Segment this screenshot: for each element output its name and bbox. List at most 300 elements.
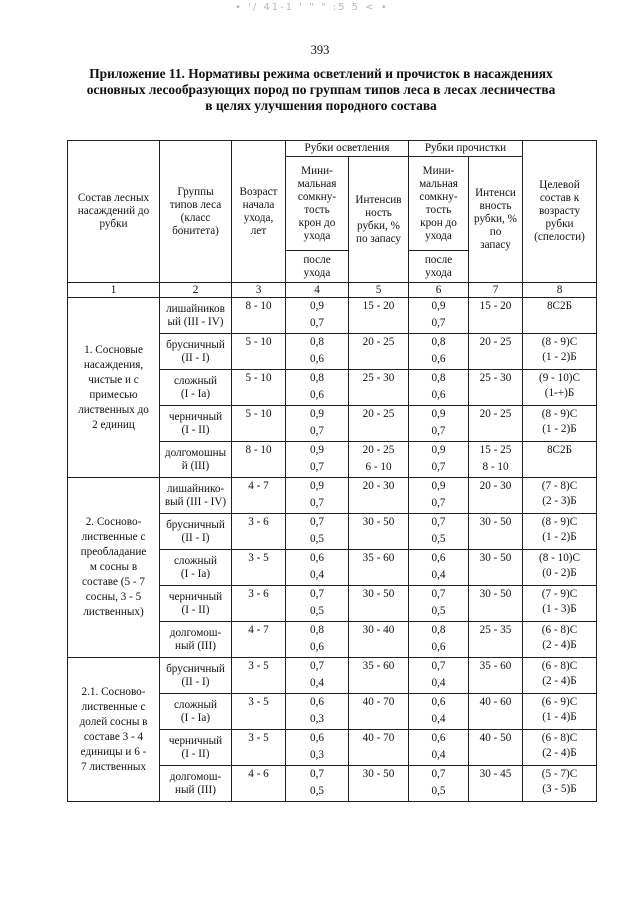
target-composition [523,730,597,766]
intensity-value: 25 - 35 [479,624,512,636]
start-age [232,334,286,370]
target-composition [523,622,597,658]
target-value: (6 - 8)С [541,624,578,636]
start-age [232,478,286,514]
density-value: 0,7 [431,497,446,509]
group-label [68,298,160,478]
column-number: 4 [286,283,349,298]
start-age [232,622,286,658]
forest-type [160,694,232,730]
start-age-value: 8 - 10 [245,444,272,456]
header-intensity: Интенси вность рубки, % по запасу [469,157,523,283]
group-label-line: лиственных) [83,606,144,618]
min-density [409,622,469,658]
intensity-value: 20 - 25 [479,408,512,420]
group-label [68,478,160,658]
target-value: (7 - 8)С [541,480,578,492]
start-age-value: 8 - 10 [245,300,272,312]
density-value: 0,8 [431,336,446,348]
density-value: 0,5 [310,533,324,545]
start-age [232,694,286,730]
target-value: (2 - 3)Б [542,495,577,507]
intensity-value: 20 - 25 [362,336,395,348]
target-value: (1-+)Б [544,387,575,399]
density-value: 0,7 [310,317,324,329]
density-value: 0,7 [310,768,324,780]
column-number: 2 [160,283,232,298]
start-age [232,658,286,694]
min-density [409,730,469,766]
intensity-value: 40 - 70 [362,696,395,708]
density-value: 0,7 [431,768,446,780]
forest-type-line: (I - Ia) [180,567,211,580]
column-number: 6 [409,283,469,298]
min-density [286,766,349,802]
intensity-value: 35 - 60 [362,552,395,564]
forest-type-line: й (III) [181,459,210,472]
intensity [469,478,523,514]
group-label-line: преобладание [80,546,147,558]
start-age [232,370,286,406]
min-density [286,370,349,406]
start-age-value: 3 - 5 [248,696,269,708]
density-value: 0,4 [431,677,446,689]
start-age [232,730,286,766]
column-number: 5 [349,283,409,298]
target-composition [523,334,597,370]
intensity [469,766,523,802]
density-value: 0,6 [310,732,324,744]
forest-type-line: лишайнико- [166,482,225,495]
header-min-density: Мини- мальная сомкну- тость крон до ухода [286,157,349,251]
min-density [286,730,349,766]
intensity-value: 20 - 30 [479,480,512,492]
intensity [349,550,409,586]
start-age [232,766,286,802]
intensity-value: 20 - 25 [362,444,395,456]
intensity [469,730,523,766]
forest-type-line: черничный [168,590,223,603]
start-age-value: 5 - 10 [245,408,272,420]
min-density [409,442,469,478]
intensity [349,658,409,694]
min-density [286,298,349,334]
target-value: (6 - 8)С [541,732,578,744]
density-value: 0,4 [431,713,446,725]
start-age [232,442,286,478]
density-value: 0,6 [310,389,324,401]
forest-type [160,514,232,550]
intensity [469,298,523,334]
intensity [349,766,409,802]
column-number: 8 [523,283,597,298]
density-value: 0,4 [431,569,446,581]
intensity-value: 30 - 50 [479,588,512,600]
target-composition [523,694,597,730]
intensity-value: 20 - 25 [479,336,512,348]
target-value: (2 - 4)Б [542,747,577,759]
density-value: 0,9 [431,444,446,456]
target-composition [523,478,597,514]
target-value: 8С2Б [546,444,573,456]
start-age-value: 3 - 5 [248,552,269,564]
group-label-line: насаждения, [83,358,144,371]
header-min-density: Мини- мальная сомкну- тость крон до ухода [409,157,469,251]
forest-type-line: долгомошны [164,446,227,459]
start-age-value: 3 - 6 [248,588,269,600]
start-age-value: 4 - 7 [248,624,269,636]
intensity-value: 40 - 50 [479,732,512,744]
start-age-value: 4 - 7 [248,480,269,492]
start-age [232,514,286,550]
density-value: 0,5 [310,605,324,617]
target-composition [523,514,597,550]
density-value: 0,4 [310,677,324,689]
group-label-line: 2. Сосново- [85,516,142,528]
header-thinning-group: Рубки осветления [286,141,409,157]
intensity [349,334,409,370]
intensity [469,406,523,442]
page-number: 393 [310,43,330,57]
intensity-value: 15 - 25 [479,444,512,456]
min-density [286,622,349,658]
density-value: 0,6 [431,353,446,365]
start-age [232,550,286,586]
density-value: 0,5 [431,785,446,797]
density-value: 0,9 [310,480,324,492]
min-density [286,514,349,550]
group-label-line: 2 единиц [92,418,135,431]
forest-type-line: (II - I) [181,675,210,688]
forest-type-line: черничный [168,734,223,747]
column-number: 1 [68,283,160,298]
header-cleaning-group: Рубки прочистки [409,141,523,157]
intensity-value: 40 - 70 [362,732,395,744]
intensity-value: 6 - 10 [365,461,392,473]
min-density [286,406,349,442]
header-target-composition: Целевой состав к возрасту рубки (спелости) [523,141,597,283]
intensity [349,406,409,442]
intensity-value: 30 - 40 [362,624,395,636]
title-line: основных лесообразующих пород по группам типов леса в лесах лесничества [86,82,556,97]
intensity [349,514,409,550]
intensity [469,442,523,478]
density-value: 0,7 [431,425,446,437]
intensity-value: 40 - 60 [479,696,512,708]
forest-type [160,478,232,514]
intensity-value: 30 - 50 [479,516,512,528]
group-label-line: единицы и 6 - [80,745,147,758]
density-value: 0,7 [310,516,324,528]
forest-type-line: брусничный [166,338,225,351]
forest-type [160,406,232,442]
intensity [469,694,523,730]
start-age [232,586,286,622]
density-value: 0,7 [431,317,446,329]
intensity-value: 8 - 10 [482,461,509,473]
density-value: 0,5 [431,605,446,617]
density-value: 0,7 [431,588,446,600]
intensity [349,730,409,766]
forest-type [160,586,232,622]
density-value: 0,8 [431,624,446,636]
intensity-value: 30 - 45 [479,768,512,780]
density-value: 0,4 [431,749,446,761]
min-density [286,334,349,370]
target-value: (8 - 9)С [541,336,578,348]
density-value: 0,8 [310,336,324,348]
intensity [349,442,409,478]
start-age-value: 3 - 5 [248,660,269,672]
min-density [409,478,469,514]
density-value: 0,4 [310,569,324,581]
target-composition [523,586,597,622]
density-value: 0,9 [310,408,324,420]
group-label-line: 7 лиственных [80,760,147,773]
density-value: 0,8 [310,624,324,636]
column-number: 7 [469,283,523,298]
start-age [232,298,286,334]
header-composition: Состав лесных насаждений до рубки [68,141,160,283]
intensity [349,622,409,658]
density-value: 0,6 [431,696,446,708]
intensity-value: 20 - 30 [362,480,395,492]
group-label-line: составе (5 - 7 [81,576,145,588]
density-value: 0,7 [431,461,446,473]
title-line: Приложение 11. Нормативы режима осветлений и прочисток в насаждениях [89,66,553,81]
intensity-value: 30 - 50 [479,552,512,564]
start-age-value: 5 - 10 [245,372,272,384]
forest-type-line: (I - II) [181,603,210,616]
page-title [64,66,578,114]
norms-table [67,140,597,802]
min-density [286,550,349,586]
group-label-line: лиственных до [78,403,149,416]
density-value: 0,9 [431,300,446,312]
intensity-value: 35 - 60 [362,660,395,672]
table-row [68,298,597,334]
target-value: (6 - 8)С [541,660,578,672]
min-density [409,298,469,334]
forest-type-line: брусничный [166,518,225,531]
start-age-value: 3 - 6 [248,516,269,528]
density-value: 0,6 [431,552,446,564]
target-value: (2 - 4)Б [542,675,577,687]
intensity [349,298,409,334]
forest-type [160,766,232,802]
min-density [409,694,469,730]
target-composition [523,406,597,442]
forest-type [160,658,232,694]
target-value: (0 - 2)Б [542,567,577,579]
forest-type-line: ный (III) [175,639,216,652]
min-density [286,586,349,622]
density-value: 0,9 [431,408,446,420]
forest-type-line: (I - II) [181,423,210,436]
group-label-line: примесью [89,388,138,401]
target-composition [523,766,597,802]
intensity [469,370,523,406]
intensity-value: 25 - 30 [362,372,395,384]
start-age-value: 3 - 5 [248,732,269,744]
start-age-value: 5 - 10 [245,336,272,348]
target-composition [523,550,597,586]
intensity-value: 30 - 50 [362,768,395,780]
forest-type-line: вый (III - IV) [164,495,227,508]
target-value: (1 - 4)Б [542,711,577,723]
forest-type-line: (I - II) [181,747,210,760]
intensity [469,334,523,370]
intensity-value: 30 - 50 [362,516,395,528]
forest-type-line: лишайников [166,302,225,315]
target-value: (5 - 7)С [541,768,578,780]
target-composition [523,370,597,406]
target-value: (9 - 10)С [538,372,580,384]
density-value: 0,3 [310,749,324,761]
forest-type-line: сложный [173,698,218,711]
density-value: 0,6 [310,696,324,708]
forest-type-line: долгомош- [169,770,222,783]
target-value: (8 - 9)С [541,516,578,528]
forest-type [160,370,232,406]
intensity-value: 30 - 50 [362,588,395,600]
forest-type-line: ый (III - IV) [167,315,224,328]
header-forest-type: Группы типов леса (класс бонитета) [160,141,232,283]
intensity-value: 15 - 20 [479,300,512,312]
density-value: 0,7 [310,660,324,672]
intensity [469,550,523,586]
start-age-value: 4 - 6 [248,768,269,780]
target-value: (1 - 2)Б [542,423,577,435]
target-value: 8С2Б [546,300,573,312]
target-value: (7 - 9)С [541,588,578,600]
forest-type-line: сложный [173,554,218,567]
target-value: (1 - 2)Б [542,351,577,363]
forest-type-line: ный (III) [175,783,216,796]
target-composition [523,658,597,694]
density-value: 0,8 [310,372,324,384]
density-value: 0,7 [310,588,324,600]
intensity [469,622,523,658]
forest-type [160,298,232,334]
min-density [409,658,469,694]
group-label-line: чистые и с [88,373,139,386]
density-value: 0,6 [431,641,446,653]
header-after: после ухода [286,251,349,283]
min-density [409,586,469,622]
density-value: 0,6 [310,552,324,564]
forest-type [160,550,232,586]
forest-type-line: (I - Ia) [180,711,211,724]
min-density [409,370,469,406]
intensity [349,694,409,730]
density-value: 0,9 [431,480,446,492]
intensity-value: 25 - 30 [479,372,512,384]
group-label [68,658,160,802]
intensity-value: 15 - 20 [362,300,395,312]
target-value: (2 - 4)Б [542,639,577,651]
start-age [232,406,286,442]
min-density [286,442,349,478]
intensity [349,370,409,406]
forest-type [160,442,232,478]
faded-stamp: • '/ 41-1 ' " " :5 5 < • [235,2,389,13]
header-intensity: Интенсив ность рубки, % по запасу [349,157,409,283]
density-value: 0,7 [431,516,446,528]
min-density [286,658,349,694]
density-value: 0,8 [431,372,446,384]
group-label-line: м сосны в [89,561,138,573]
group-label-line: лиственные с [81,531,146,543]
group-label-line: 1. Сосновые [84,343,143,356]
density-value: 0,6 [431,389,446,401]
header-start-age: Возраст начала ухода, лет [232,141,286,283]
target-value: (8 - 10)С [538,552,580,564]
min-density [409,766,469,802]
table-row [68,478,597,514]
forest-type-line: (II - I) [181,351,210,364]
min-density [409,406,469,442]
min-density [409,550,469,586]
title-line: в целях улучшения породного состава [205,98,437,113]
min-density [409,334,469,370]
table-row [68,658,597,694]
intensity [469,658,523,694]
intensity [469,586,523,622]
column-number: 3 [232,283,286,298]
min-density [286,478,349,514]
density-value: 0,9 [310,300,324,312]
density-value: 0,6 [310,353,324,365]
density-value: 0,3 [310,713,324,725]
group-label-line: сосны, 3 - 5 [85,591,142,603]
intensity [349,478,409,514]
header-after: после ухода [409,251,469,283]
forest-type-line: (I - Ia) [180,387,211,400]
forest-type-line: брусничный [166,662,225,675]
density-value: 0,5 [310,785,324,797]
density-value: 0,7 [310,497,324,509]
forest-type-line: сложный [173,374,218,387]
target-composition [523,298,597,334]
intensity-value: 20 - 25 [362,408,395,420]
target-value: (6 - 9)С [541,696,578,708]
density-value: 0,6 [431,732,446,744]
density-value: 0,5 [431,533,446,545]
group-label-line: лиственные с [81,700,146,713]
forest-type-line: (II - I) [181,531,210,544]
target-value: (1 - 3)Б [542,603,577,615]
target-composition [523,442,597,478]
forest-type [160,622,232,658]
density-value: 0,7 [310,461,324,473]
density-value: 0,6 [310,641,324,653]
intensity-value: 35 - 60 [479,660,512,672]
forest-type-line: долгомош- [169,626,222,639]
density-value: 0,7 [310,425,324,437]
forest-type-line: черничный [168,410,223,423]
target-value: (1 - 2)Б [542,531,577,543]
target-value: (3 - 5)Б [542,783,577,795]
forest-type [160,334,232,370]
min-density [409,514,469,550]
group-label-line: долей сосны в [79,715,148,728]
min-density [286,694,349,730]
target-value: (8 - 9)С [541,408,578,420]
forest-type [160,730,232,766]
density-value: 0,7 [431,660,446,672]
intensity [469,514,523,550]
